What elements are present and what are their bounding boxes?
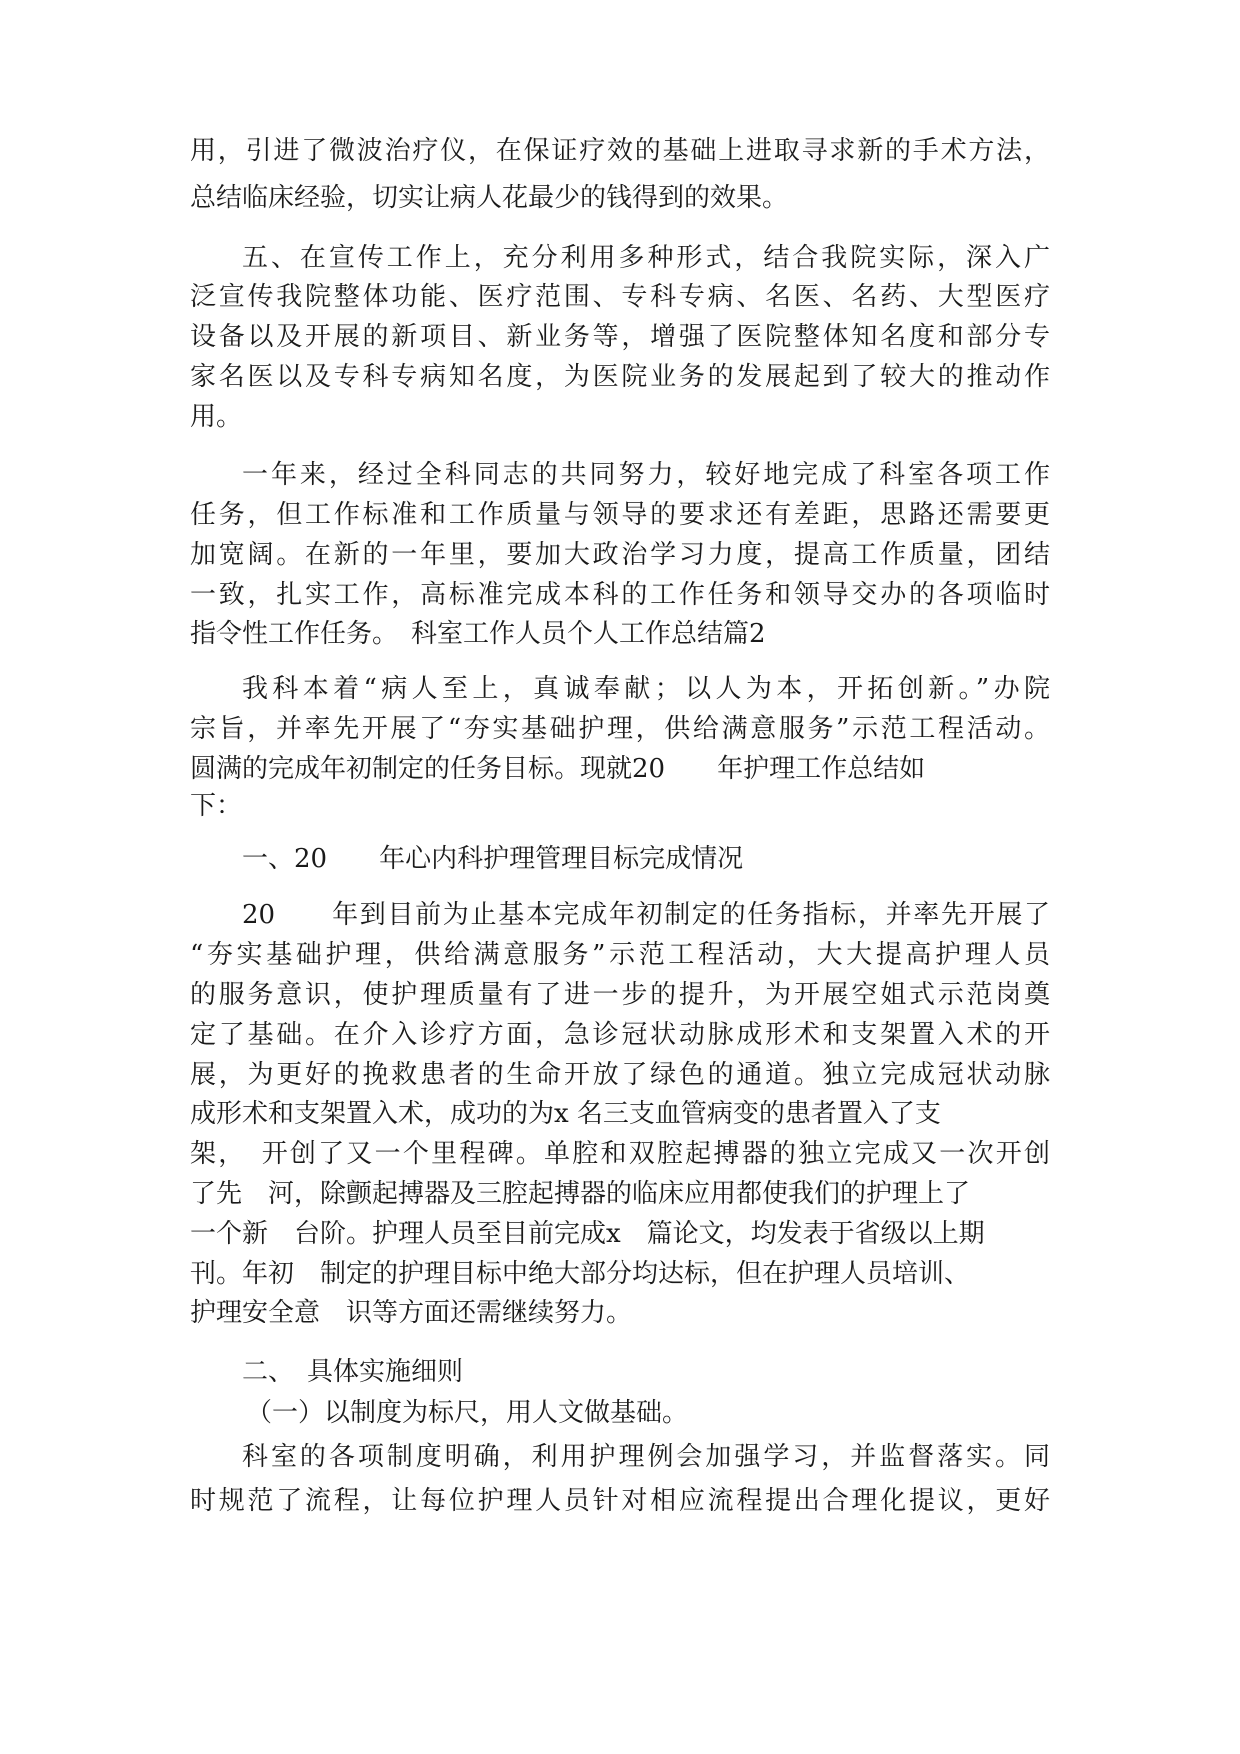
text-line: 一个新 台阶。护理人员至目前完成x 篇论文，均发表于省级以上期 [190,1219,985,1249]
text-line: 展，为更好的挽救患者的生命开放了绿色的通道。独立完成冠状动脉 [190,1060,1050,1090]
text-line: 五、在宣传工作上，充分利用多种形式，结合我院实际，深入广 [242,243,1050,273]
text-line: 一、20 年心内科护理管理目标完成情况 [242,844,744,874]
text-line: 架， 开创了又一个里程碑。单腔和双腔起搏器的独立完成又一次开创 [190,1139,1050,1169]
text-line: 用，引进了微波治疗仪，在保证疗效的基础上进取寻求新的手术方法， [190,136,1050,166]
text-line: “夯实基础护理，供给满意服务”示范工程活动，大大提高护理人员 [190,940,1050,970]
text-line: 任务，但工作标准和工作质量与领导的要求还有差距，思路还需要更 [190,500,1050,530]
text-line: 泛宣传我院整体功能、医疗范围、专科专病、名医、名药、大型医疗 [190,282,1050,312]
text-line: 时规范了流程，让每位护理人员针对相应流程提出合理化提议，更好 [190,1486,1050,1516]
text-line: 宗旨，并率先开展了“夯实基础护理，供给满意服务”示范工程活动。 [190,714,1050,744]
text-line: 家名医以及专科专病知名度，为医院业务的发展起到了较大的推动作 [190,362,1050,392]
text-line: 加宽阔。在新的一年里，要加大政治学习力度，提高工作质量，团结 [190,540,1050,570]
section-heading: 二、 具体实施细则 [242,1357,464,1387]
text-line: 圆满的完成年初制定的任务目标。现就20 年护理工作总结如 [190,754,926,784]
text-line: 总结临床经验，切实让病人花最少的钱得到的效果。 [190,183,789,213]
text-line: 设备以及开展的新项目、新业务等，增强了医院整体知名度和部分专 [190,322,1050,352]
text-line: 的服务意识，使护理质量有了进一步的提升，为开展空姐式示范岗奠 [190,980,1050,1010]
text-line: 下： [190,791,243,821]
text-line: 用。 [190,402,243,432]
text-line: 成形术和支架置入术，成功的为x 名三支血管病变的患者置入了支 [190,1099,941,1129]
text-line: 指令性工作任务。 科室工作人员个人工作总结篇2 [190,619,766,649]
text-line: 刊。年初 制定的护理目标中绝大部分均达标，但在护理人员培训、 [190,1259,971,1289]
text-line: 20 年到目前为止基本完成年初制定的任务指标，并率先开展了 [242,900,1050,930]
text-line: 一年来，经过全科同志的共同努力，较好地完成了科室各项工作 [242,460,1050,490]
text-line: 护理安全意 识等方面还需继续努力。 [190,1298,633,1328]
subsection-heading: （一）以制度为标尺，用人文做基础。 [246,1398,689,1428]
text-line: 了先 河，除颤起搏器及三腔起搏器的临床应用都使我们的护理上了 [190,1179,971,1209]
text-line: 我科本着“病人至上，真诚奉献；以人为本，开拓创新。”办院 [242,674,1050,704]
text-line: 一致，扎实工作，高标准完成本科的工作任务和领导交办的各项临时 [190,580,1050,610]
text-line: 科室的各项制度明确，利用护理例会加强学习，并监督落实。同 [242,1442,1050,1472]
text-line: 定了基础。在介入诊疗方面，急诊冠状动脉成形术和支架置入术的开 [190,1020,1050,1050]
